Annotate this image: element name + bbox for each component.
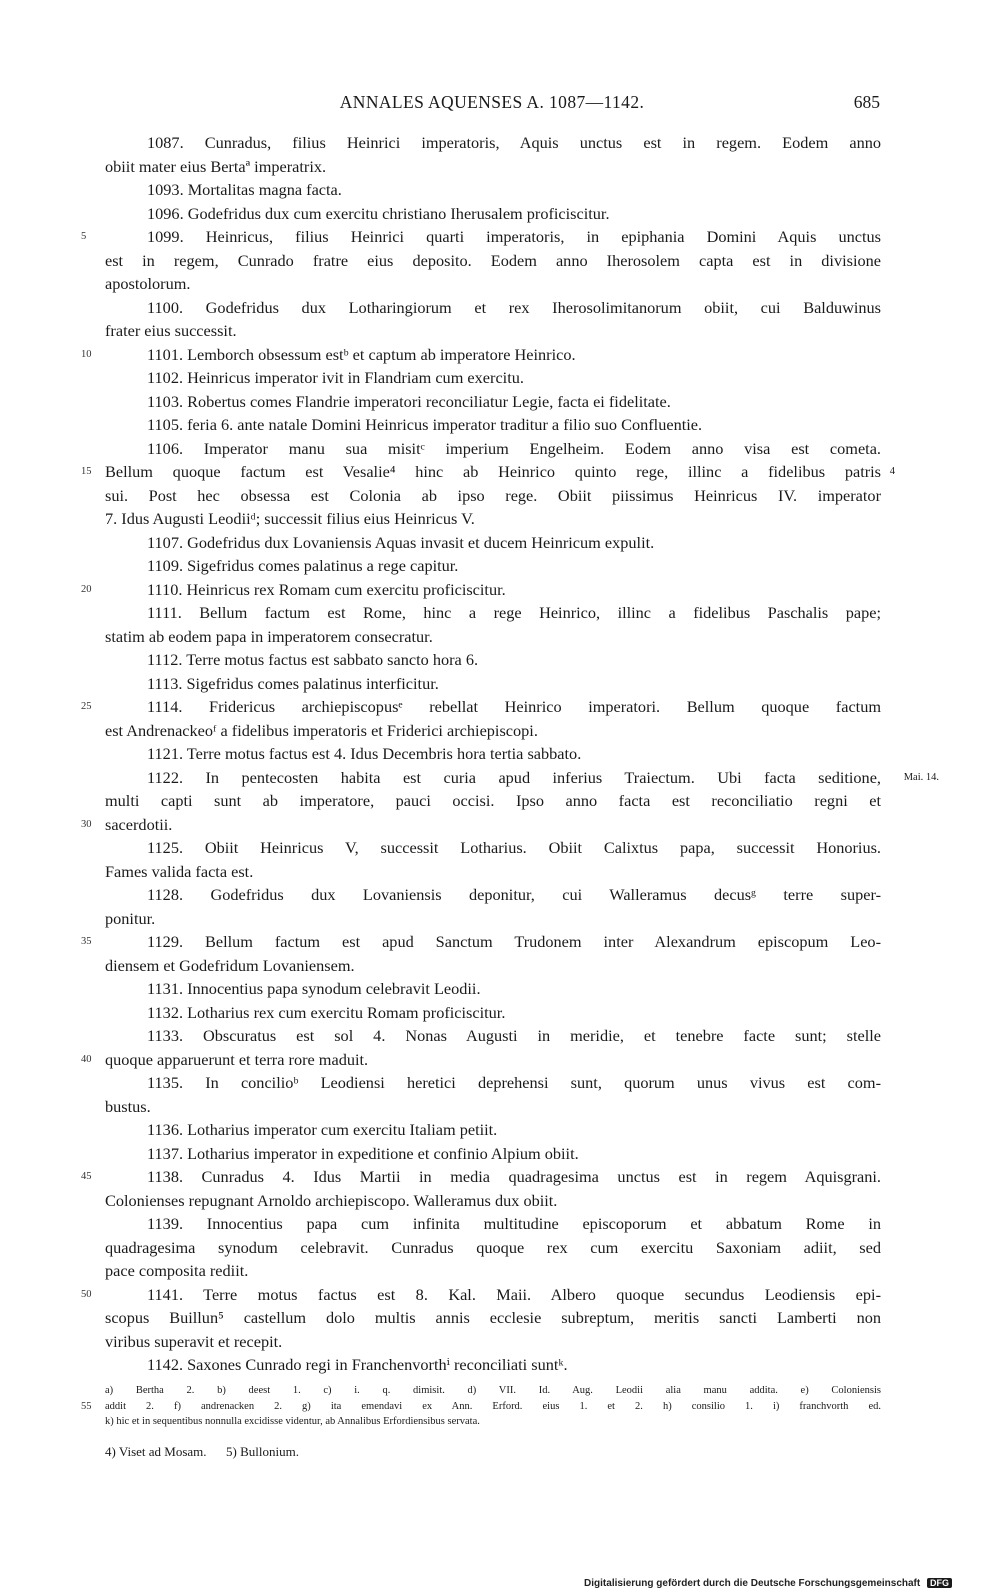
line-text: 1129. Bellum factum est apud Sanctum Trudonem inter Alexandrum episcopum Leo- (147, 932, 881, 951)
text-line (105, 296, 881, 320)
line-text: 1141. Terre motus factus est 8. Kal. Maii. Albero quoque secundus Leodiensis epi- (147, 1284, 881, 1304)
page-number: 685 (853, 92, 880, 112)
text-line (105, 907, 881, 931)
dfg-logo: DFG (927, 1578, 952, 1588)
line-text: 1114. Fridericus archiepiscopusᵉ rebellat Heinrico imperatori. Bellum quoque factum (147, 697, 881, 716)
text-line (105, 131, 881, 155)
page-header (104, 92, 880, 116)
line-text: 1137. Lotharius imperator in expeditione et confinio Alpium obiit. (147, 1143, 579, 1163)
text-line (105, 1118, 881, 1142)
line-text: scopus Buillun⁵ castellum dolo multis annis ecclesie subreptum, meritis sancti Lamberti non (105, 1308, 881, 1327)
text-line (105, 789, 881, 813)
text-line (105, 249, 881, 273)
line-number: 25 (81, 701, 92, 712)
text-line (81, 1165, 881, 1189)
line-number: 30 (81, 818, 92, 830)
text-line (105, 836, 881, 860)
line-text: 1131. Innocentius papa synodum celebravit Leodii. (147, 979, 481, 998)
text-line (105, 554, 881, 578)
text-line (105, 507, 881, 531)
text-line (105, 413, 881, 437)
line-text: quadragesima synodum celebravit. Cunradus quoque rex cum exercitu Saxoniam adiit, sed (105, 1237, 881, 1257)
text-line (105, 954, 881, 978)
line-text: 1112. Terre motus factus est sabbato sancto hora 6. (147, 650, 479, 669)
line-text: sui. Post hec obsessa est Colonia ab ipso rege. Obiit piissimus Heinricus IV. imperator (105, 485, 881, 505)
line-text: ponitur. (105, 908, 156, 928)
line-text: 1096. Godefridus dux cum exercitu christiano Iherusalem proficiscitur. (147, 203, 610, 223)
line-text: apostolorum. (105, 274, 191, 293)
text-line (105, 178, 881, 202)
margin-note: Mai. 14. (903, 771, 939, 783)
text-line (81, 460, 895, 484)
line-text: 1106. Imperator manu sua misitᶜ imperium Engelheim. Eodem anno visa est cometa. (147, 438, 881, 458)
text-line (105, 1142, 881, 1166)
line-text: Colonienses repugnant Arnoldo archiepiscopo. Walleramus dux obiit. (105, 1190, 558, 1210)
text-line (105, 1071, 881, 1095)
text-line (105, 1353, 881, 1377)
line-text: 1105. feria 6. ante natale Domini Heinricus imperator traditur a filio suo Confluentie. (147, 415, 703, 434)
line-text: multi capti sunt ab imperatore, pauci occisi. Ipso anno facta est reconciliatio regni et (105, 791, 881, 810)
line-text: 1109. Sigefridus comes palatinus a rege capitur. (147, 556, 459, 575)
line-text: sacerdotii. (105, 814, 173, 834)
line-text: 1128. Godefridus dux Lovaniensis deponitur, cui Walleramus decusᵍ terre super- (147, 885, 881, 904)
line-text: 1139. Innocentius papa cum infinita multitudine episcoporum et abbatum Rome in (147, 1214, 881, 1233)
footnote-line (81, 1399, 881, 1415)
line-text: 1113. Sigefridus comes palatinus interficitur. (147, 673, 439, 693)
line-number: 5 (81, 231, 87, 242)
line-text: frater eius successit. (105, 321, 237, 340)
line-text: 1099. Heinricus, filius Heinrici quarti imperatoris, in epiphania Domini Aquis unctus (147, 227, 881, 246)
line-text: Bellum quoque factum est Vesalie⁴ hinc ab Heinrico quinto rege, illinc a fidelibus patris (105, 462, 881, 481)
running-title: ANNALES AQUENSES A. 1087—1142. (339, 92, 645, 112)
footnote-text: a) Bertha 2. b) deest 1. c) i. q. dimisit. d) VII. Id. Aug. Leodii alia manu addita. e) Coloniensis (105, 1385, 881, 1396)
text-line (81, 343, 881, 367)
text-line (105, 1259, 881, 1283)
line-text: bustus. (105, 1096, 151, 1116)
text-line (105, 719, 881, 743)
footnote-line (105, 1414, 881, 1430)
line-text: 1101. Lemborch obsessum estᵇ et captum ab imperatore Heinrico. (147, 344, 576, 364)
annals-text (81, 131, 939, 1377)
text-line (81, 1048, 881, 1072)
text-line (105, 742, 881, 766)
text-line (105, 1095, 881, 1119)
line-number: 10 (81, 348, 92, 360)
text-line (105, 437, 881, 461)
line-number: 45 (81, 1171, 92, 1182)
line-number: 20 (81, 583, 92, 595)
text-line (105, 319, 881, 343)
text-line (105, 860, 881, 884)
text-line (105, 1306, 881, 1330)
line-text: statim ab eodem papa in imperatorem consecratur. (105, 626, 433, 646)
text-line (105, 766, 939, 790)
line-text: 1136. Lotharius imperator cum exercitu Italiam petiit. (147, 1120, 498, 1139)
line-text: Fames valida facta est. (105, 861, 254, 881)
text-line (81, 695, 881, 719)
line-text: 1132. Lotharius rex cum exercitu Romam proficiscitur. (147, 1002, 506, 1022)
text-line (81, 1283, 881, 1307)
text-line (81, 578, 881, 602)
text-line (81, 225, 881, 249)
text-line (105, 272, 881, 296)
line-text: est Andrenackeoᶠ a fidelibus imperatoris et Friderici archiepiscopi. (105, 720, 538, 740)
margin-note: 4 (889, 466, 895, 477)
text-line (105, 531, 881, 555)
line-text: 1110. Heinricus rex Romam cum exercitu proficiscitur. (147, 579, 506, 599)
text-line (81, 813, 881, 837)
line-number: 50 (81, 1288, 92, 1300)
text-line (105, 601, 881, 625)
text-line (105, 202, 881, 226)
line-text: 1111. Bellum factum est Rome, hinc a rege Heinrico, illinc a fidelibus Paschalis pape; (147, 603, 881, 622)
text-line (105, 1212, 881, 1236)
digitization-credit (584, 1578, 952, 1589)
credit-text: Digitalisierung gefördert durch die Deutsche Forschungsgemeinschaft (584, 1578, 921, 1589)
text-line (105, 1330, 881, 1354)
line-text: 1125. Obiit Heinricus V, successit Lotharius. Obiit Calixtus papa, successit Honorius. (147, 838, 881, 857)
footnote-text: addit 2. f) andrenacken 2. g) ita emendavi ex Ann. Erford. eius 1. et 2. h) consilio 1. i) franchvorth ed. (105, 1400, 881, 1412)
line-text: 1142. Saxones Cunrado regi in Franchenvorthⁱ reconciliati suntᵏ. (147, 1355, 568, 1374)
text-line (105, 883, 881, 907)
text-line (105, 977, 881, 1001)
line-text: 1087. Cunradus, filius Heinrici imperatoris, Aquis unctus est in regem. Eodem anno (147, 133, 881, 152)
text-line (105, 155, 881, 179)
text-line (105, 648, 881, 672)
text-line (105, 484, 881, 508)
line-text: 1122. In pentecosten habita est curia apud inferius Traiectum. Ubi facta seditione, (147, 767, 881, 787)
line-text: pace composita rediit. (105, 1261, 249, 1280)
text-line (105, 366, 881, 390)
explanatory-notes: 4) Viset ad Mosam. 5) Bullonium. (105, 1444, 299, 1459)
line-text: 1121. Terre motus factus est 4. Idus Decembris hora tertia sabbato. (147, 744, 582, 763)
text-line (105, 1024, 881, 1048)
line-number: 35 (81, 936, 92, 947)
text-line (105, 390, 881, 414)
line-text: 1133. Obscuratus est sol 4. Nonas Augusti in meridie, et tenebre facte sunt; stelle (147, 1026, 881, 1045)
footnote-line (105, 1383, 881, 1399)
line-text: 1135. In concilioᵇ Leodiensi heretici deprehensi sunt, quorum unus vivus est com- (147, 1073, 881, 1092)
line-text: 1102. Heinricus imperator ivit in Flandriam cum exercitu. (147, 368, 524, 387)
line-text: diensem et Godefridum Lovaniensem. (105, 955, 355, 975)
text-line (105, 1189, 881, 1213)
text-line (105, 1001, 881, 1025)
critical-apparatus (81, 1383, 881, 1430)
line-text: 1093. Mortalitas magna facta. (147, 180, 342, 199)
line-text: 7. Idus Augusti Leodiiᵈ; successit filius eius Heinricus V. (105, 509, 475, 528)
line-text: 1138. Cunradus 4. Idus Martii in media quadragesima unctus est in regem Aquisgrani. (147, 1167, 881, 1186)
line-text: obiit mater eius Bertaª imperatrix. (105, 156, 327, 176)
line-number: 55 (81, 1400, 92, 1412)
text-line (81, 930, 881, 954)
line-text: quoque apparuerunt et terra rore maduit. (105, 1049, 369, 1069)
footnote-text: k) hic et in sequentibus nonnulla excidisse videntur, ab Annalibus Erfordiensibus servata. (105, 1416, 480, 1427)
text-line (105, 1236, 881, 1260)
line-text: viribus superavit et recepit. (105, 1331, 283, 1351)
line-text: est in regem, Cunrado fratre eius deposito. Eodem anno Iherosolem capta est in divisione (105, 250, 881, 270)
line-number: 40 (81, 1053, 92, 1065)
text-line (105, 672, 881, 696)
line-text: 1100. Godefridus dux Lotharingiorum et rex Iherosolimitanorum obiit, cui Balduwinus (147, 297, 881, 317)
line-text: 1103. Robertus comes Flandrie imperatori reconciliatur Legie, facta ei fidelitate. (147, 391, 671, 411)
line-text: 1107. Godefridus dux Lovaniensis Aquas invasit et ducem Heinricum expulit. (147, 532, 655, 552)
line-number: 15 (81, 466, 92, 477)
text-line (105, 625, 881, 649)
